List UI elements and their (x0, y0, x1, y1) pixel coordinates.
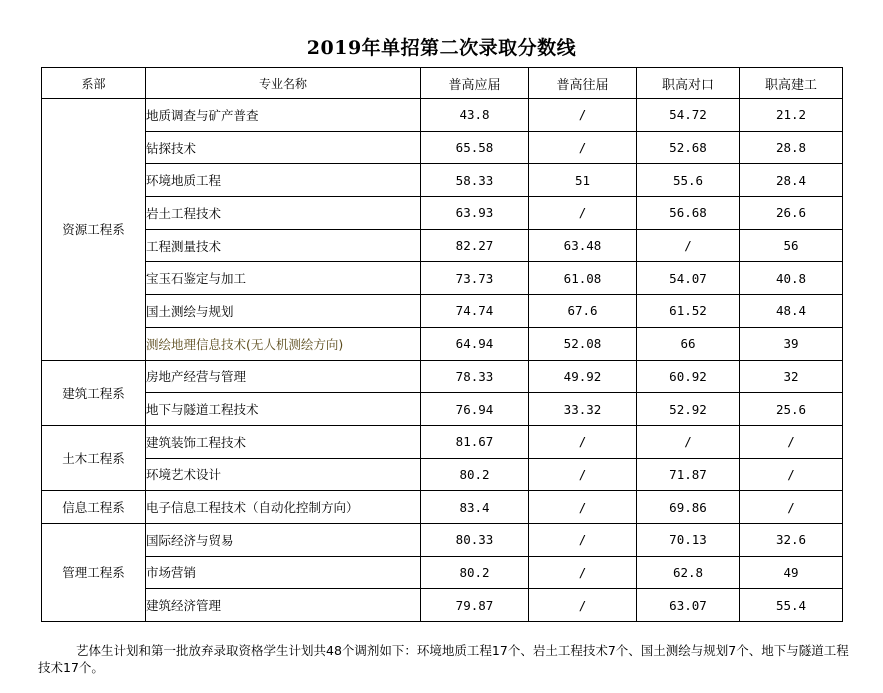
score-cell: 69.86 (637, 491, 740, 524)
score-cell: / (740, 458, 843, 491)
table-row (42, 295, 843, 328)
score-cell: 33.32 (529, 393, 637, 426)
score-cell: 52.92 (637, 393, 740, 426)
score-cell: 82.27 (421, 229, 529, 262)
score-cell: 71.87 (637, 458, 740, 491)
score-cell: 74.74 (421, 295, 529, 328)
score-cell: 40.8 (740, 262, 843, 295)
major-name: 环境地质工程 (146, 164, 421, 197)
score-cell: / (529, 131, 637, 164)
major-name: 地质调查与矿产普查 (146, 99, 421, 132)
score-table (41, 67, 843, 622)
score-cell: 61.52 (637, 295, 740, 328)
major-name: 市场营销 (146, 556, 421, 589)
major-name: 地下与隧道工程技术 (146, 393, 421, 426)
score-cell: 25.6 (740, 393, 843, 426)
header-dept: 系部 (42, 68, 146, 99)
score-cell: 43.8 (421, 99, 529, 132)
major-name: 岩土工程技术 (146, 197, 421, 230)
score-cell: 28.8 (740, 131, 843, 164)
score-cell: / (529, 99, 637, 132)
header-fresh-highschool: 普高应届 (421, 68, 529, 99)
score-cell: / (529, 589, 637, 622)
score-cell: / (637, 425, 740, 458)
score-cell: / (740, 491, 843, 524)
table-row (42, 393, 843, 426)
score-cell: 58.33 (421, 164, 529, 197)
score-cell: 26.6 (740, 197, 843, 230)
score-cell: 49.92 (529, 360, 637, 393)
dept-architecture: 建筑工程系 (42, 360, 146, 425)
score-cell: / (740, 425, 843, 458)
adjustment-note: 艺体生计划和第一批放弃录取资格学生计划共48个调剂如下：环境地质工程17个、岩土工程技术7个、国土测绘与规划7个、地下与隧道工程技术17个。 (38, 643, 849, 675)
score-cell: 79.87 (421, 589, 529, 622)
score-cell: / (529, 556, 637, 589)
score-cell: 73.73 (421, 262, 529, 295)
score-cell: 51 (529, 164, 637, 197)
dept-resources: 资源工程系 (42, 99, 146, 361)
score-cell: 56.68 (637, 197, 740, 230)
table-row (42, 589, 843, 622)
score-cell: 52.68 (637, 131, 740, 164)
score-cell: 54.07 (637, 262, 740, 295)
score-cell: 83.4 (421, 491, 529, 524)
major-name: 建筑经济管理 (146, 589, 421, 622)
score-cell: 55.6 (637, 164, 740, 197)
score-cell: 80.2 (421, 556, 529, 589)
major-name: 国土测绘与规划 (146, 295, 421, 328)
header-vocational-construction: 职高建工 (740, 68, 843, 99)
major-name: 电子信息工程技术（自动化控制方向） (146, 491, 421, 524)
score-cell: 60.92 (637, 360, 740, 393)
major-name: 建筑装饰工程技术 (146, 425, 421, 458)
score-cell: 64.94 (421, 327, 529, 360)
score-cell: 81.67 (421, 425, 529, 458)
score-cell: 56 (740, 229, 843, 262)
score-cell: 39 (740, 327, 843, 360)
score-cell: / (529, 197, 637, 230)
major-name: 测绘地理信息技术(无人机测绘方向) (146, 327, 421, 360)
major-name: 宝玉石鉴定与加工 (146, 262, 421, 295)
score-cell: 54.72 (637, 99, 740, 132)
score-cell: 80.33 (421, 523, 529, 556)
table-row (42, 425, 843, 458)
table-row (42, 327, 843, 360)
major-name: 房地产经营与管理 (146, 360, 421, 393)
table-row (42, 556, 843, 589)
score-cell: / (529, 491, 637, 524)
score-cell: 62.8 (637, 556, 740, 589)
score-cell: 28.4 (740, 164, 843, 197)
header-prior-highschool: 普高往届 (529, 68, 637, 99)
score-cell: 76.94 (421, 393, 529, 426)
dept-civil: 土木工程系 (42, 425, 146, 490)
table-row (42, 229, 843, 262)
table-header-row (42, 68, 843, 99)
score-cell: 49 (740, 556, 843, 589)
score-cell: 80.2 (421, 458, 529, 491)
header-vocational-matched: 职高对口 (637, 68, 740, 99)
table-row (42, 491, 843, 524)
score-cell: 67.6 (529, 295, 637, 328)
major-name: 工程测量技术 (146, 229, 421, 262)
score-cell: 61.08 (529, 262, 637, 295)
major-name: 钻探技术 (146, 131, 421, 164)
table-row (42, 99, 843, 132)
score-cell: 78.33 (421, 360, 529, 393)
header-major: 专业名称 (146, 68, 421, 99)
table-row (42, 523, 843, 556)
table-row (42, 164, 843, 197)
table-row (42, 131, 843, 164)
table-row (42, 360, 843, 393)
table-row (42, 197, 843, 230)
score-cell: 70.13 (637, 523, 740, 556)
score-cell: 32 (740, 360, 843, 393)
score-cell: 52.08 (529, 327, 637, 360)
score-cell: 55.4 (740, 589, 843, 622)
table-row (42, 262, 843, 295)
score-cell: 63.48 (529, 229, 637, 262)
score-cell: 32.6 (740, 523, 843, 556)
major-name: 国际经济与贸易 (146, 523, 421, 556)
major-name: 环境艺术设计 (146, 458, 421, 491)
page-title: 2019年单招第二次录取分数线 (306, 37, 577, 59)
score-cell: / (529, 458, 637, 491)
dept-management: 管理工程系 (42, 523, 146, 621)
score-cell: / (637, 229, 740, 262)
table-row (42, 458, 843, 491)
score-cell: 63.07 (637, 589, 740, 622)
score-cell: 63.93 (421, 197, 529, 230)
score-cell: 66 (637, 327, 740, 360)
score-cell: 48.4 (740, 295, 843, 328)
score-cell: 21.2 (740, 99, 843, 132)
score-cell: / (529, 425, 637, 458)
dept-information: 信息工程系 (42, 491, 146, 524)
score-cell: / (529, 523, 637, 556)
score-cell: 65.58 (421, 131, 529, 164)
